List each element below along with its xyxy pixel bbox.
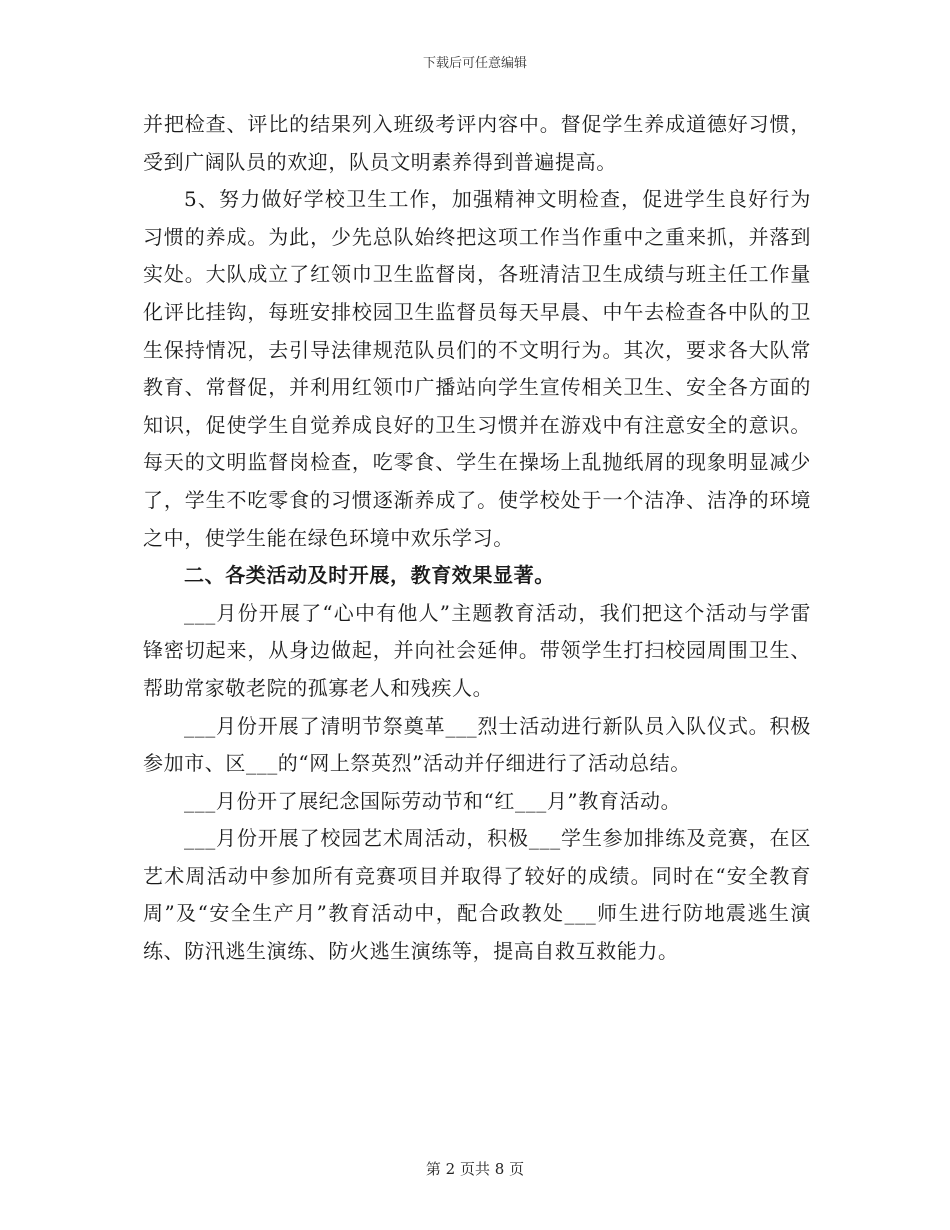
paragraph-theme-education: ___月份开展了“心中有他人”主题教育活动，我们把这个活动与学雷锋密切起来，从身边做起，并向社会延伸。带领学生打扫校园周围卫生、帮助常家敬老院的孤寡老人和残疾人。 [143,600,811,700]
document-body [143,106,811,971]
page-header: 下载后可任意编辑 [422,56,527,71]
paragraph-qingming: ___月份开展了清明节祭奠革___烈士活动进行新队员入队仪式。积极参加市、区___的“网上祭英烈”活动并仔细进行了活动总结。 [143,713,811,776]
paragraph-labor-day: ___月份开了展纪念国际劳动节和“红___月”教育活动。 [184,788,682,813]
paragraph-art-week: ___月份开展了校园艺术周活动，积极___学生参加排练及竞赛，在区艺术周活动中参加所有竞赛项目并取得了较好的成绩。同时在“安全教育周”及“安全生产月”教育活动中，配合政教处___师生进行防地震逃生演练、防汛逃生演练、防火逃生演练等，提高自救互救能力。 [143,826,811,964]
page-footer: 第 2 页共 8 页 [425,1160,525,1178]
paragraph-hygiene-work: 5、努力做好学校卫生工作，加强精神文明检查，促进学生良好行为习惯的养成。为此，少先总队始终把这项工作当作重中之重来抓，并落到实处。大队成立了红领巾卫生监督岗，各班清洁卫生成绩与班主任工作量化评比挂钩，每班安排校园卫生监督员每天早晨、中午去检查各中队的卫生保持情况，去引导法律规范队员们的不文明行为。其次，要求各大队常教育、常督促，并利用红领巾广播站向学生宣传相关卫生、安全各方面的知识，促使学生自觉养成良好的卫生习惯并在游戏中有注意安全的意识。每天的文明监督岗检查，吃零食、学生在操场上乱抛纸屑的现象明显减少了，学生不吃零食的习惯逐渐养成了。使学校处于一个洁净、洁净的环境之中，使学生能在绿色环境中欢乐学习。 [143,187,811,550]
paragraph-continuation: 并把检查、评比的结果列入班级考评内容中。督促学生养成道德好习惯，受到广阔队员的欢迎，队员文明素养得到普遍提高。 [143,112,811,174]
section-heading-activities: 二、各类活动及时开展，教育效果显著。 [184,563,555,588]
